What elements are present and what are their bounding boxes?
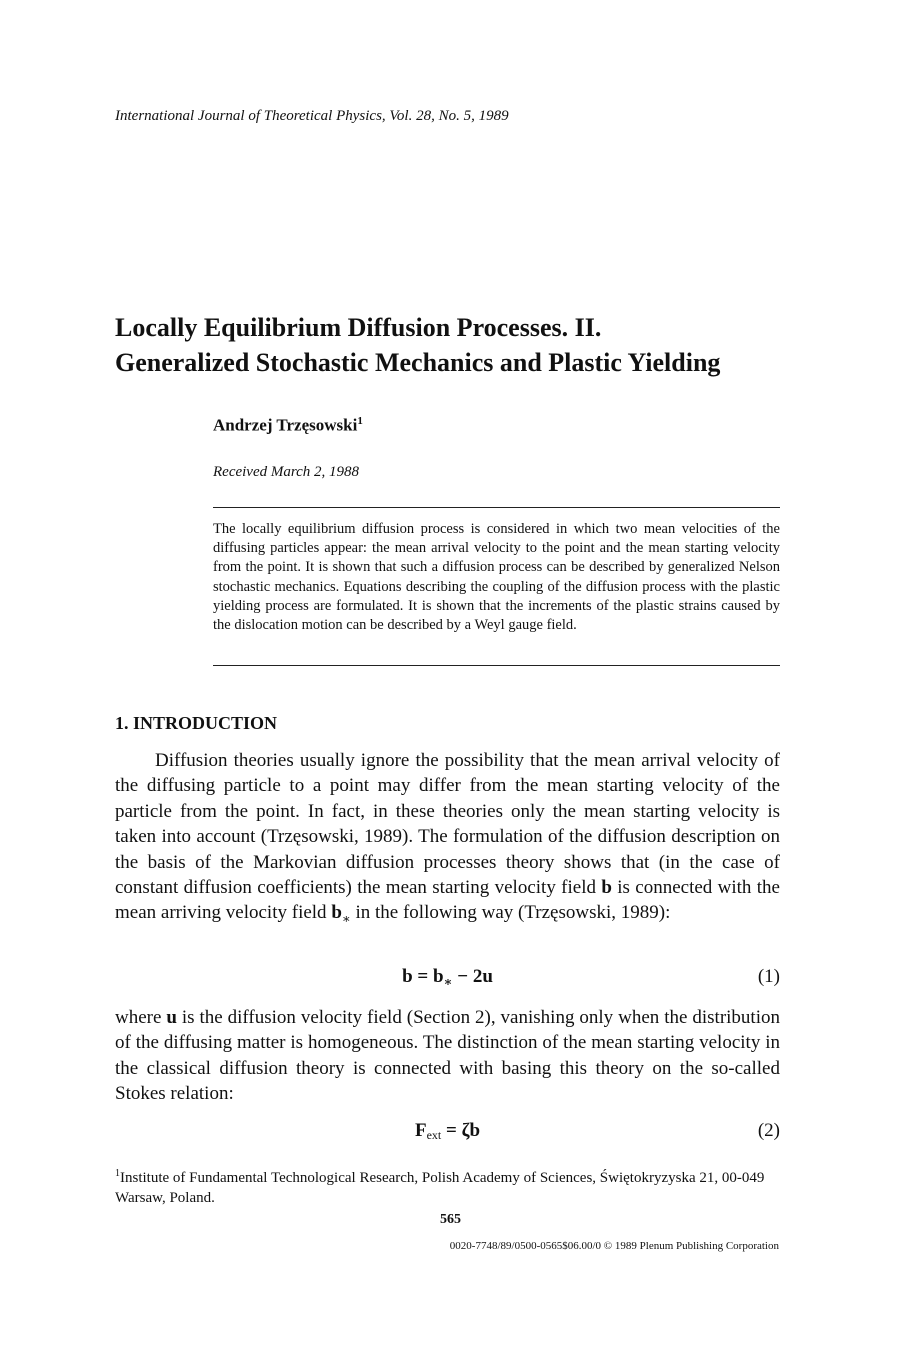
symbol-u: u [166,1007,177,1028]
equation-2-subscript: ext [426,1128,442,1142]
symbol-star: ∗ [341,911,351,927]
para2-text-1: where [115,1007,167,1028]
author [213,415,363,436]
para1-text-1: Diffusion theories usually ignore the possibility that the mean arrival velocity of the diffusing particle to a point may differ from the mean starting velocity of the particle from the point. In fact, in these theories only the mean starting velocity is taken into account (Trzęsowski, 1989). The formulation of the diffusion description on the basis of the Markovian diffusion processes theory shows that (in the case of constant diffusion coefficients) the mean starting velocity field [115,750,780,899]
footnote-text: Institute of Fundamental Technological Research, Polish Academy of Sciences, Świętokryzyska 21, 00-049 Warsaw, Poland. [115,1170,765,1206]
symbol-b-star: b [331,902,342,924]
title-line-1: Locally Equilibrium Diffusion Processes. II. [115,313,602,342]
equation-1-star: ∗ [443,974,453,989]
footnote [115,1164,780,1208]
intro-paragraph-1 [115,748,780,932]
equation-1 [115,966,780,994]
para2-text-2: is the diffusion velocity field (Section 2), vanishing only when the distribution of the diffusing matter is homogeneous. The distinction of the mean starting velocity in the classical diffusion theory is connected with basing this theory on the so-called Stokes relation: [115,1007,780,1105]
abstract-bottom-rule [213,665,780,666]
para1-text-3: in the following way (Trzęsowski, 1989): [350,902,671,924]
author-name: Andrzej Trzęsowski [213,415,358,435]
equation-2 [115,1120,780,1148]
received-date: Received March 2, 1988 [213,464,360,480]
abstract-top-rule [213,507,780,508]
symbol-b: b [601,877,612,899]
title-line-2: Generalized Stochastic Mechanics and Plastic Yielding [115,348,721,377]
equation-1-expression: $b = b_∗ - 2u$ [402,966,493,989]
footnote-mark: 1 [115,1168,120,1179]
page-number: 565 [440,1212,461,1227]
equation-1-number: (1) [757,966,780,987]
para1-text-2: is connected with the mean arriving velocity field [115,877,780,924]
equation-2-expression: $F_{ext} = \zeta b$ [414,1120,481,1142]
paper-title [115,310,720,380]
abstract: The locally equilibrium diffusion process is considered in which two mean velocities of the diffusing particles appear: the mean arrival velocity to the point and the mean starting velocity from the point. It is shown that such a diffusion process can be described by generalized Nelson stochastic mechanics. Equations describing the coupling of the diffusion process with the plastic yielding process are formulated. It is shown that the increments of the plastic strains caused by the dislocation motion can be described by a Weyl gauge field. [213,521,780,634]
author-footnote-mark: 1 [357,415,363,427]
intro-paragraph-2 [115,1005,780,1107]
copyright-line: 0020-7748/89/0500-0565$06.00/0 © 1989 Plenum Publishing Corporation [449,1240,779,1252]
equation-2-number: (2) [757,1120,780,1141]
section-heading: 1. INTRODUCTION [115,713,278,733]
journal-header: International Journal of Theoretical Physics, Vol. 28, No. 5, 1989 [115,108,509,124]
